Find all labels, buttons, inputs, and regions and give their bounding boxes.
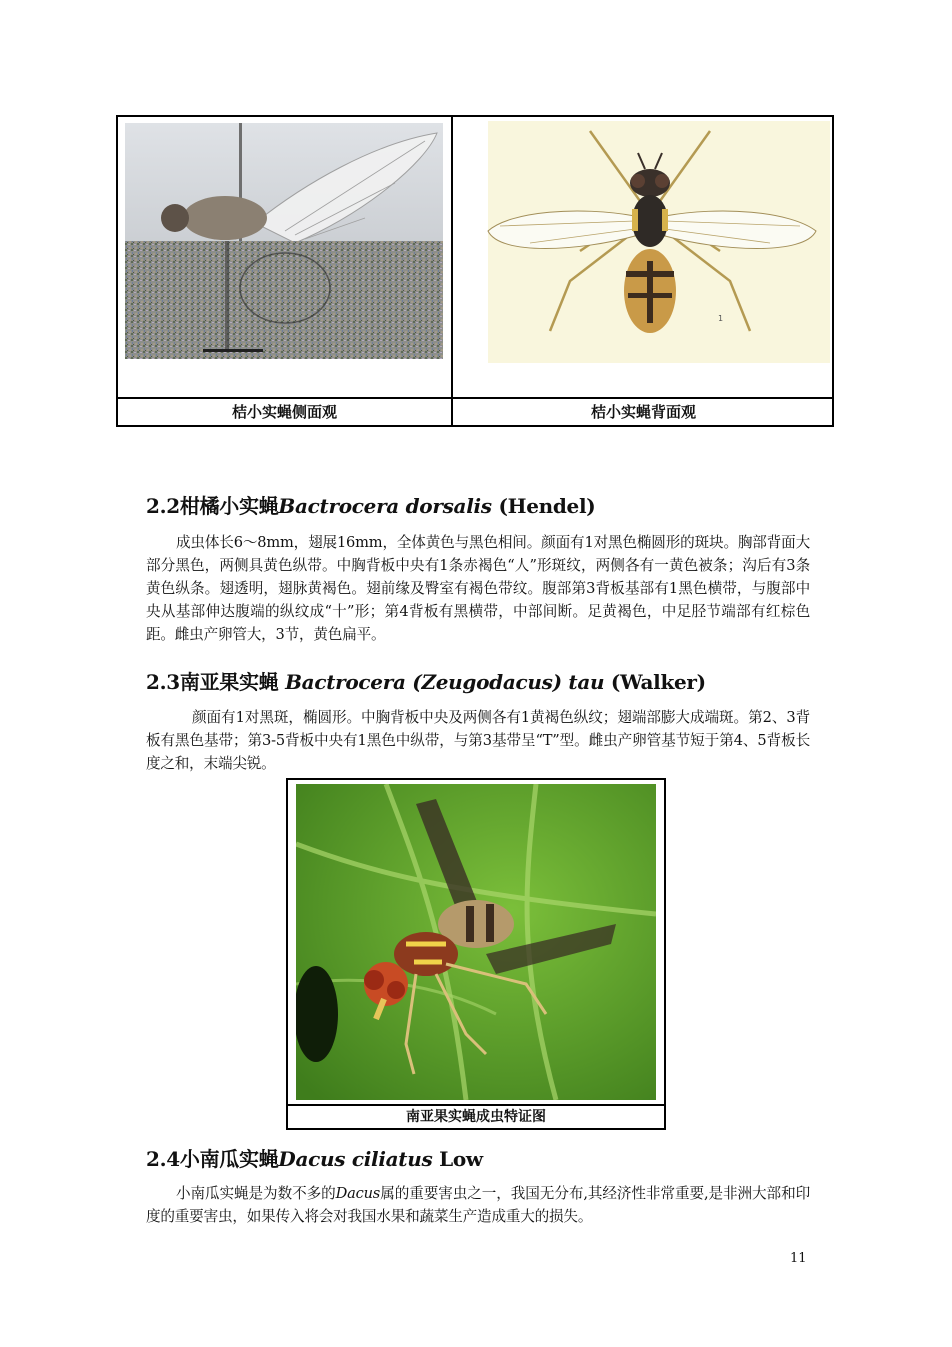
section-sci-name: Bactrocera dorsalis [278,494,492,518]
caption-lateral-view: 桔小实蝇侧面观 [231,403,337,421]
section-sci-name: Bactrocera (Zeugodacus) tau [285,670,605,694]
section-author: Low [439,1147,483,1171]
section-body-2-4 [146,1182,810,1228]
fly-dorsal-view-illustration [460,121,830,363]
photo-table [116,115,834,427]
section-number: 2.4 [146,1147,180,1171]
genus-name: Dacus [335,1185,381,1202]
section-author: (Hendel) [498,494,596,518]
section-author: (Walker) [610,670,706,694]
caption-dorsal-view: 桔小实蝇背面观 [590,403,696,421]
section-body-2-3: 颜面有1对黑斑，椭圆形。中胸背板中央及两侧各有1黄褐色纵纹；翅端部膨大成端斑。第2、3背板有黑色基带；第3-5背板中央有1黑色中纵带，与第3基带呈“T”型。雌虫产卵管基节短于第4、5背板长度之和，末端尖锐。 [146,709,810,772]
section-heading-2-4 [146,1143,483,1172]
page-number: 11 [790,1251,807,1266]
figure-caption: 南亚果实蝇成虫特证图 [406,1109,546,1125]
section-number: 2.2 [146,494,180,518]
fly-lateral-view-photo [125,123,443,359]
section-cn-name: 柑橘小实蝇 [179,494,279,518]
section-cn-name: 南亚果实蝇 [179,670,279,694]
body-text-part2: 属的重要害虫之一，我国无分布,其经济性非常重要,是非洲大部和印度的重要害虫，如果传入将会对我国水果和蔬菜生产造成重大的损失。 [146,1185,810,1225]
table-divider-horizontal [118,397,832,399]
section-cn-name: 小南瓜实蝇 [179,1147,279,1171]
table-divider-vertical [451,117,453,425]
svg-text:1: 1 [718,314,724,323]
section-sci-name: Dacus ciliatus [278,1147,433,1171]
section-heading-2-3 [146,666,706,695]
section-heading-2-2 [146,490,595,519]
section-body-2-2: 成虫体长6～8mm，翅展16mm，全体黄色与黑色相间。颜面有1对黑色椭圆形的斑块。胸部背面大部分黑色，两侧具黄色纵带。中胸背板中央有1条赤褐色“人”形斑纹，两侧各有一黄色被条；沟后有3条黄色纵条。翅透明，翅脉黄褐色。翅前缘及臀室有褐色带纹。腹部第3背板基部有1黑色横带，与腹部中央从基部伸达腹端的纵纹成“十”形；第4背板有黑横带，中部间断。足黄褐色，中足胫节端部有红棕色距。雌虫产卵管大，3节，黄色扁平。 [146,534,810,643]
melon-fly-photo [296,784,656,1100]
body-text-part1: 小南瓜实蝇是为数不多的 [176,1185,336,1202]
figure-box [286,778,666,1130]
section-number: 2.3 [146,670,180,694]
